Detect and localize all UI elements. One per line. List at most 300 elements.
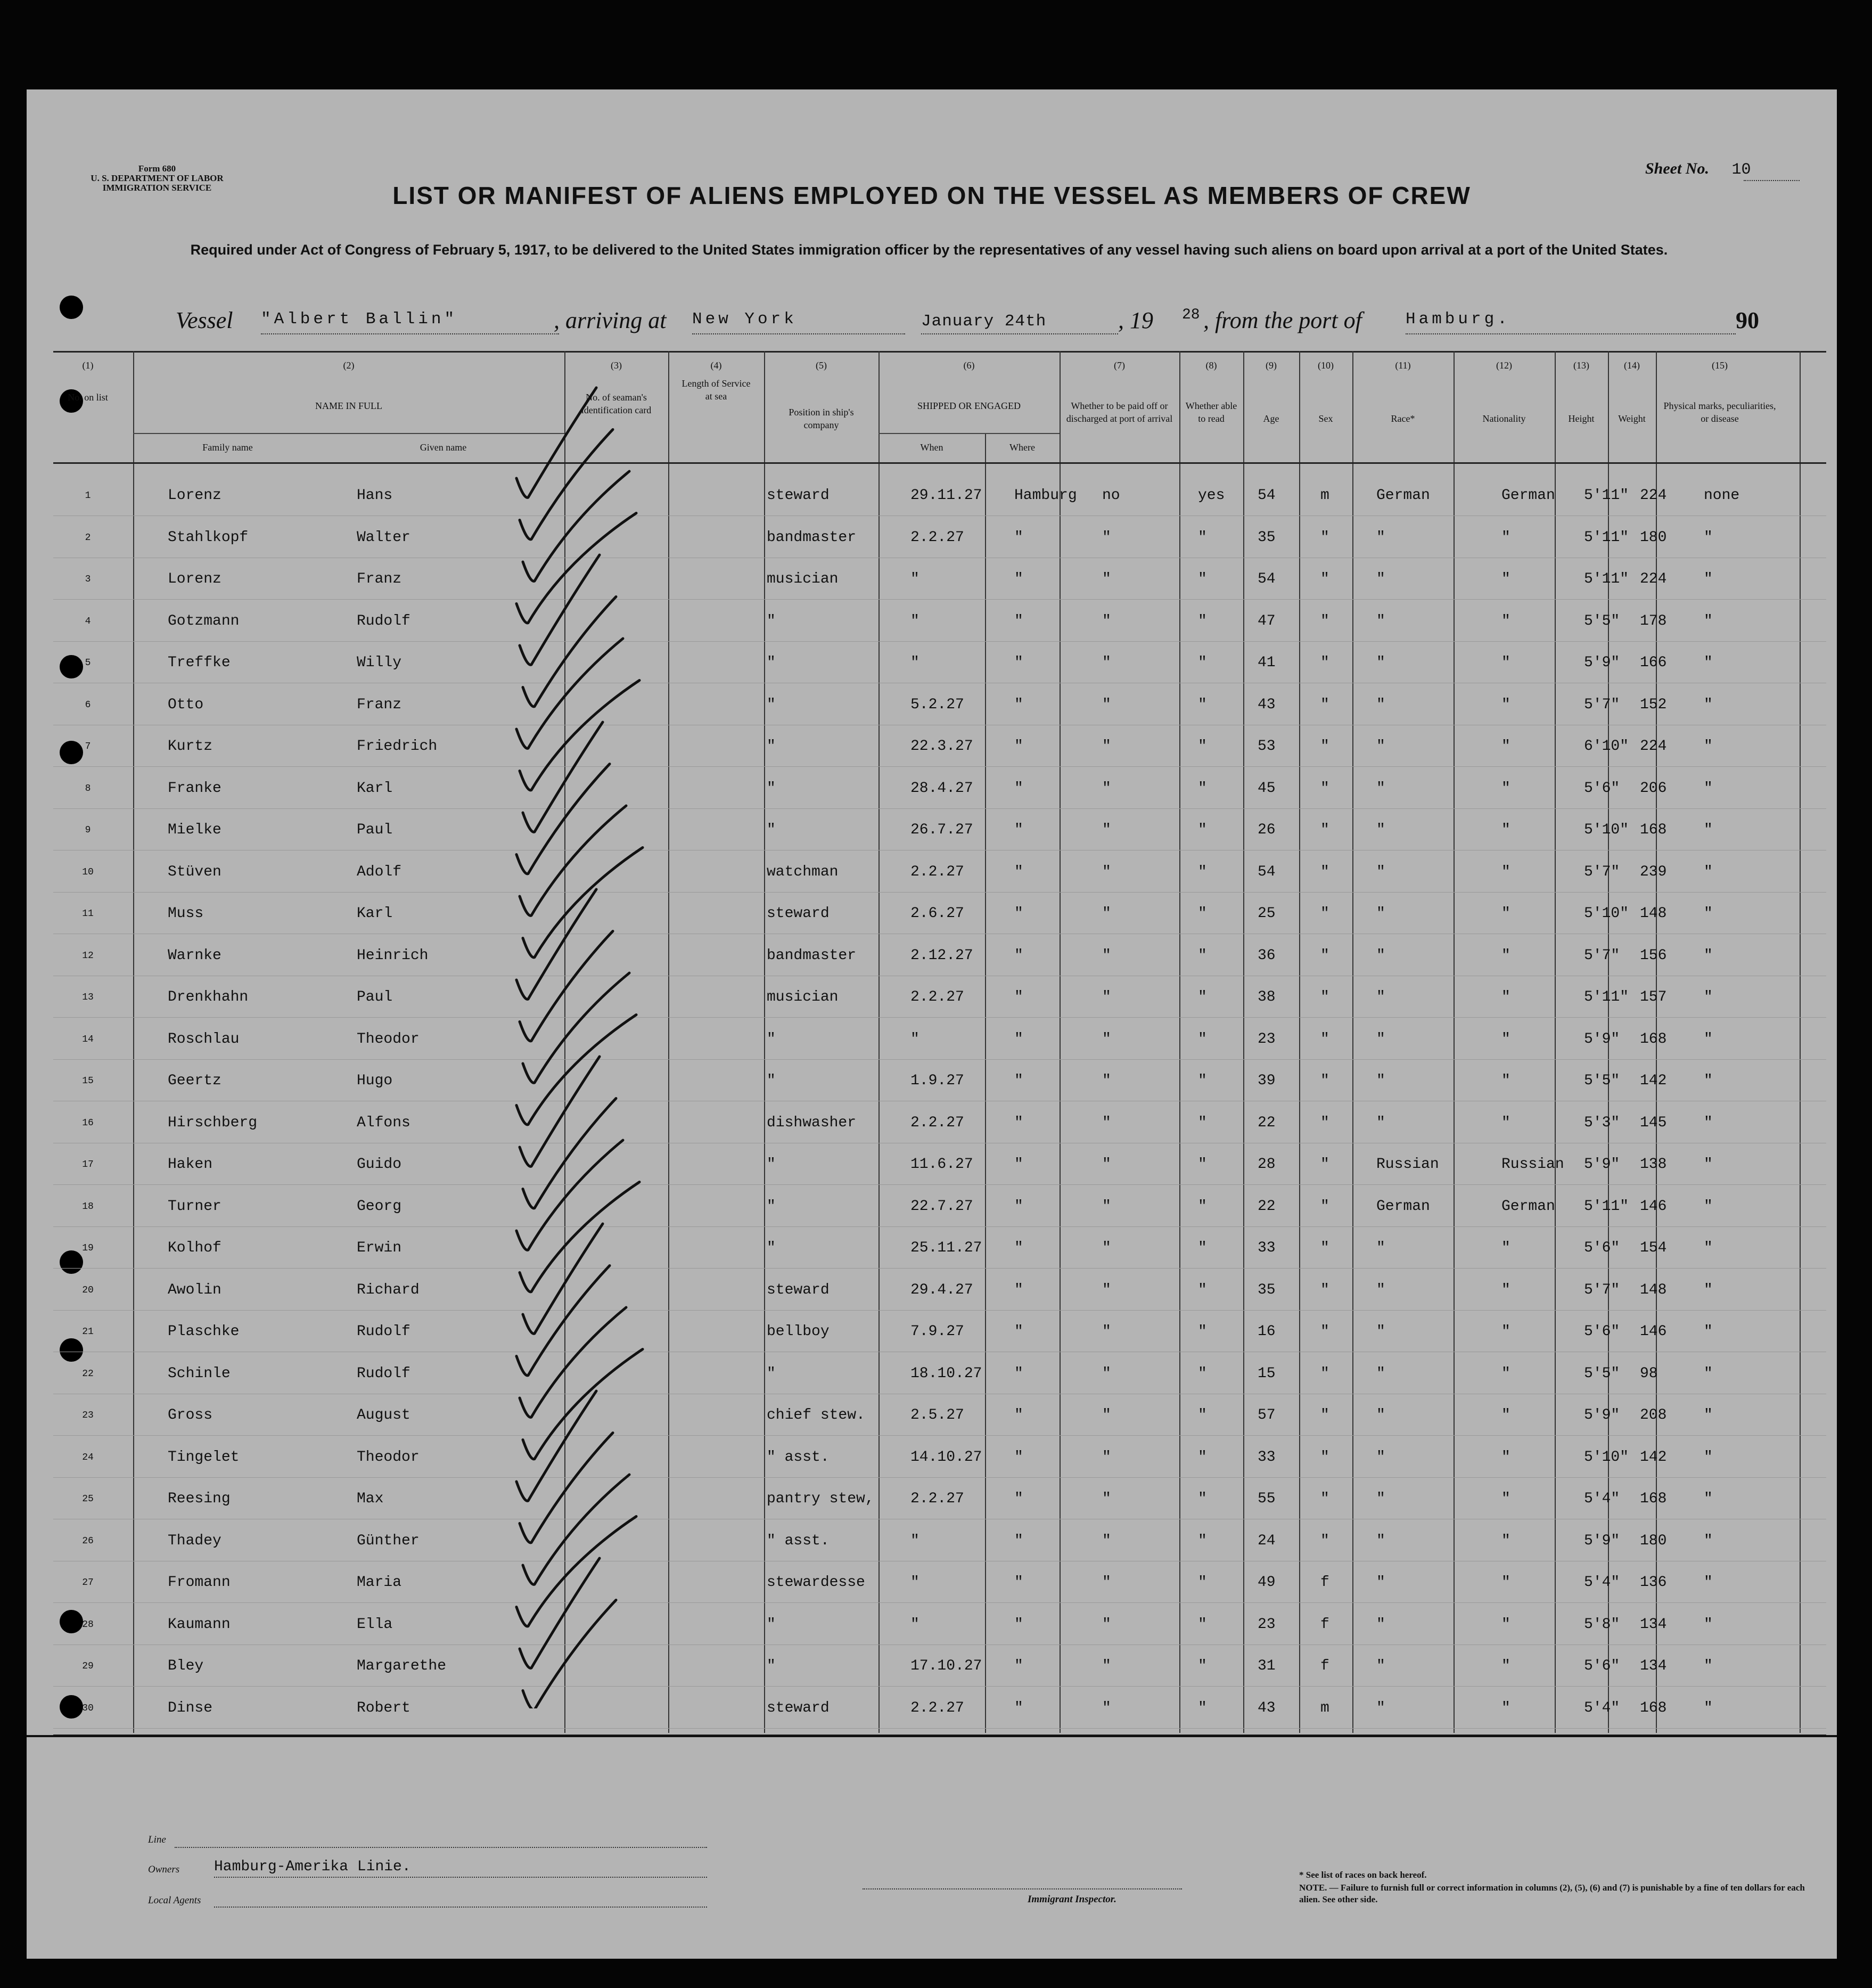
col-header-position: Position in ship's company: [789, 407, 854, 430]
weight: 180: [1640, 1532, 1667, 1549]
sex: ": [1320, 947, 1329, 964]
sheet-number-label: Sheet No.: [1645, 160, 1709, 177]
family-name: Plaschke: [168, 1323, 240, 1340]
height: 5'9": [1584, 1030, 1620, 1048]
col-num: (3): [611, 360, 622, 371]
age: 35: [1258, 1281, 1276, 1298]
height: 5'3": [1584, 1114, 1620, 1131]
age: 22: [1258, 1114, 1276, 1131]
weight: 138: [1640, 1156, 1667, 1173]
age: 25: [1258, 905, 1276, 922]
position: steward: [767, 905, 830, 922]
col-num: (15): [1712, 360, 1728, 371]
check-mark: [520, 1433, 613, 1543]
able-to-read: ": [1198, 1281, 1207, 1298]
row-number: 30: [82, 1703, 94, 1714]
form-subtitle: Required under Act of Congress of February 5, 1917, to be delivered to the United States immigration officer by the representatives of any vessel having such aliens on board upon arrival at a port of the United States.: [190, 242, 1668, 258]
row-rule: [53, 1602, 1826, 1603]
check-mark: [520, 1558, 600, 1668]
shipped-where: ": [1014, 1156, 1023, 1173]
age: 39: [1258, 1073, 1276, 1089]
row-rule: [53, 1310, 1826, 1311]
position: ": [767, 696, 776, 713]
position: ": [767, 822, 776, 838]
race: ": [1376, 1323, 1385, 1340]
shipped-when: 18.10.27: [910, 1365, 982, 1382]
physical-marks: ": [1704, 989, 1713, 1005]
sheet-number: 10: [1731, 161, 1751, 179]
height: 5'11": [1584, 571, 1629, 587]
paid-off: ": [1102, 1365, 1111, 1382]
physical-marks: ": [1704, 1240, 1713, 1256]
row-number: 10: [82, 866, 94, 878]
height: 6'10": [1584, 738, 1629, 755]
physical-marks: ": [1704, 1616, 1713, 1633]
height: 5'9": [1584, 1407, 1620, 1423]
height: 5'8": [1584, 1616, 1620, 1633]
paid-off: ": [1102, 863, 1111, 880]
weight: 136: [1640, 1574, 1667, 1591]
paid-off: ": [1102, 822, 1111, 838]
weight: 148: [1640, 905, 1667, 922]
given-name: Richard: [357, 1281, 420, 1298]
nationality: ": [1501, 1616, 1510, 1633]
shipped-where: Hamburg: [1014, 487, 1077, 504]
family-name: Fromann: [168, 1574, 231, 1591]
shipped-where: ": [1014, 780, 1023, 797]
check-mark: [520, 931, 613, 1041]
physical-marks: ": [1704, 822, 1713, 838]
col-num: (13): [1573, 360, 1589, 371]
shipped-when: 5.2.27: [910, 696, 964, 713]
vessel-label: Vessel: [176, 307, 233, 333]
family-name: Schinle: [168, 1365, 231, 1382]
shipped-where: ": [1014, 1616, 1023, 1633]
sex: m: [1320, 1699, 1329, 1716]
family-name: Drenkhahn: [168, 989, 249, 1005]
family-name: Haken: [168, 1156, 213, 1173]
race: ": [1376, 822, 1385, 838]
family-name: Thadey: [168, 1532, 221, 1549]
position: chief stew.: [767, 1407, 865, 1423]
height: 5'11": [1584, 487, 1629, 504]
race: ": [1376, 1281, 1385, 1298]
family-name: Franke: [168, 780, 221, 797]
height: 5'11": [1584, 1198, 1629, 1215]
height: 5'7": [1584, 947, 1620, 964]
paid-off: ": [1102, 1323, 1111, 1340]
shipped-where: ": [1014, 1240, 1023, 1256]
row-rule: [53, 1728, 1826, 1729]
weight: 134: [1640, 1658, 1667, 1674]
nationality: ": [1501, 1323, 1510, 1340]
shipped-where: ": [1014, 1574, 1023, 1591]
physical-marks: ": [1704, 863, 1713, 880]
family-name: Treffke: [168, 655, 231, 671]
given-name: Maria: [357, 1574, 402, 1591]
shipped-where: ": [1014, 612, 1023, 629]
weight: 152: [1640, 696, 1667, 713]
given-name: Hans: [357, 487, 393, 504]
check-mark: [520, 1057, 600, 1166]
physical-marks: ": [1704, 1323, 1713, 1340]
position: ": [767, 780, 776, 797]
physical-marks: ": [1704, 1156, 1713, 1173]
able-to-read: ": [1198, 863, 1207, 880]
crew-table: [53, 351, 1826, 1736]
local-agents-label: Local Agents: [148, 1895, 201, 1906]
height: 5'10": [1584, 905, 1629, 922]
check-mark: [516, 1140, 623, 1250]
given-name: Alfons: [357, 1114, 410, 1131]
sex: ": [1320, 863, 1329, 880]
arrival-port: New York: [692, 310, 797, 329]
family-name: Otto: [168, 696, 204, 713]
family-name: Kaumann: [168, 1616, 231, 1633]
nationality: Russian: [1501, 1156, 1564, 1173]
paid-off: ": [1102, 696, 1111, 713]
row-number: 14: [82, 1034, 94, 1045]
paid-off: ": [1102, 1449, 1111, 1466]
col-header-shipped: SHIPPED OR ENGAGED: [917, 400, 1021, 411]
row-number: 9: [85, 825, 91, 836]
family-name: Gotzmann: [168, 612, 240, 629]
race: ": [1376, 905, 1385, 922]
given-name: Margarethe: [357, 1658, 447, 1674]
paid-off: ": [1102, 1699, 1111, 1716]
weight: 168: [1640, 1491, 1667, 1507]
height: 5'7": [1584, 1281, 1620, 1298]
given-name: Robert: [357, 1699, 410, 1716]
sex: ": [1320, 1365, 1329, 1382]
family-name: Kolhof: [168, 1240, 221, 1256]
race: ": [1376, 1616, 1385, 1633]
manifest-sheet: [27, 89, 1837, 1959]
shipped-where: ": [1014, 571, 1023, 587]
height: 5'9": [1584, 1532, 1620, 1549]
race: ": [1376, 738, 1385, 755]
given-name: Theodor: [357, 1030, 420, 1048]
col-header-physical-marks: Physical marks, peculiarities, or disease: [1663, 400, 1776, 424]
given-name: Franz: [357, 571, 402, 587]
age: 43: [1258, 696, 1276, 713]
able-to-read: ": [1198, 822, 1207, 838]
row-number: 24: [82, 1452, 94, 1463]
weight: 168: [1640, 822, 1667, 838]
position: bellboy: [767, 1323, 830, 1340]
family-name: Hirschberg: [168, 1114, 258, 1131]
shipped-where: ": [1014, 1449, 1023, 1466]
physical-marks: ": [1704, 612, 1713, 629]
height: 5'10": [1584, 1449, 1629, 1466]
family-name: Bley: [168, 1658, 204, 1674]
sex: ": [1320, 1156, 1329, 1173]
shipped-where: ": [1014, 1365, 1023, 1382]
shipped-when: ": [910, 1574, 919, 1591]
paid-off: ": [1102, 1281, 1111, 1298]
height: 5'6": [1584, 1240, 1620, 1256]
year-suffix: 28: [1182, 307, 1200, 323]
col-header-able-to-read: Whether able to read: [1185, 400, 1237, 424]
physical-marks: ": [1704, 655, 1713, 671]
weight: 239: [1640, 863, 1667, 880]
position: bandmaster: [767, 947, 857, 964]
race: ": [1376, 655, 1385, 671]
shipped-where: ": [1014, 1491, 1023, 1507]
family-name: Geertz: [168, 1073, 221, 1089]
race: ": [1376, 1699, 1385, 1716]
shipped-where: ": [1014, 1699, 1023, 1716]
race: ": [1376, 1658, 1385, 1674]
col-header-sex: Sex: [1318, 413, 1333, 424]
weight: 154: [1640, 1240, 1667, 1256]
able-to-read: yes: [1198, 487, 1225, 504]
col-num: (10): [1318, 360, 1334, 371]
col-header-id-card: No. of seaman's identification card: [581, 392, 652, 415]
height: 5'6": [1584, 780, 1620, 797]
col-num: (1): [82, 360, 94, 371]
shipped-when: 2.2.27: [910, 1491, 964, 1507]
family-name: Dinse: [168, 1699, 213, 1716]
age: 54: [1258, 487, 1276, 504]
shipped-when: ": [910, 1616, 919, 1633]
check-mark: [516, 388, 596, 497]
vessel-name: "Albert Ballin": [261, 310, 458, 329]
height: 5'4": [1584, 1574, 1620, 1591]
physical-marks: ": [1704, 1699, 1713, 1716]
row-number: 3: [85, 574, 91, 585]
race: German: [1376, 1198, 1430, 1215]
row-number: 17: [82, 1159, 94, 1170]
row-rule: [53, 1435, 1826, 1436]
able-to-read: ": [1198, 696, 1207, 713]
row-number: 20: [82, 1285, 94, 1296]
age: 47: [1258, 612, 1276, 629]
shipped-where: ": [1014, 1073, 1023, 1089]
row-number: 16: [82, 1117, 94, 1128]
nationality: ": [1501, 947, 1510, 964]
punch-hole: [60, 296, 83, 319]
position: ": [767, 1658, 776, 1674]
able-to-read: ": [1198, 529, 1207, 546]
col-header-paid-off: Whether to be paid off or discharged at port of arrival: [1066, 400, 1173, 424]
height: 5'6": [1584, 1323, 1620, 1340]
departure-port: Hamburg.: [1406, 310, 1510, 329]
position: ": [767, 1198, 776, 1215]
family-name: Gross: [168, 1407, 213, 1423]
physical-marks: ": [1704, 696, 1713, 713]
height: 5'9": [1584, 655, 1620, 671]
paid-off: ": [1102, 1156, 1111, 1173]
position: ": [767, 655, 776, 671]
nationality: ": [1501, 1073, 1510, 1089]
weight: 146: [1640, 1198, 1667, 1215]
race: ": [1376, 947, 1385, 964]
page-mark: 90: [1736, 307, 1759, 333]
physical-marks: ": [1704, 1030, 1713, 1048]
row-number: 13: [82, 992, 94, 1003]
line-label: Line: [148, 1834, 166, 1845]
row-number: 6: [85, 699, 91, 710]
weight: 145: [1640, 1114, 1667, 1131]
race: ": [1376, 1240, 1385, 1256]
sex: m: [1320, 487, 1329, 504]
shipped-where: ": [1014, 655, 1023, 671]
position: ": [767, 1365, 776, 1382]
height: 5'7": [1584, 863, 1620, 880]
age: 22: [1258, 1198, 1276, 1215]
physical-marks: ": [1704, 1532, 1713, 1549]
able-to-read: ": [1198, 780, 1207, 797]
nationality: ": [1501, 1658, 1510, 1674]
physical-marks: ": [1704, 529, 1713, 546]
row-number: 22: [82, 1368, 94, 1379]
family-name: Stahlkopf: [168, 529, 249, 546]
row-number: 28: [82, 1619, 94, 1630]
height: 5'9": [1584, 1156, 1620, 1173]
nationality: ": [1501, 696, 1510, 713]
weight: 178: [1640, 612, 1667, 629]
given-name: Friedrich: [357, 738, 438, 755]
able-to-read: ": [1198, 1365, 1207, 1382]
nationality: German: [1501, 487, 1555, 504]
given-name: Guido: [357, 1156, 402, 1173]
nationality: ": [1501, 655, 1510, 671]
age: 33: [1258, 1449, 1276, 1466]
col-num: (8): [1205, 360, 1217, 371]
shipped-when: 2.6.27: [910, 905, 964, 922]
row-number: 11: [82, 909, 94, 919]
col-header-race: Race*: [1391, 413, 1415, 424]
able-to-read: ": [1198, 989, 1207, 1005]
nationality: ": [1501, 1449, 1510, 1466]
shipped-when: 26.7.27: [910, 822, 973, 838]
sex: ": [1320, 1323, 1329, 1340]
row-rule: [53, 766, 1826, 767]
check-mark: [520, 555, 600, 665]
age: 49: [1258, 1574, 1276, 1591]
nationality: ": [1501, 1574, 1510, 1591]
nationality: ": [1501, 529, 1510, 546]
shipped-when: 25.11.27: [910, 1240, 982, 1256]
able-to-read: ": [1198, 738, 1207, 755]
given-name: Rudolf: [357, 1323, 410, 1340]
family-name: Warnke: [168, 947, 221, 964]
race: ": [1376, 1073, 1385, 1089]
row-rule: [53, 892, 1826, 893]
paid-off: ": [1102, 1574, 1111, 1591]
paid-off: ": [1102, 571, 1111, 587]
age: 54: [1258, 571, 1276, 587]
position: stewardesse: [767, 1574, 865, 1591]
nationality: ": [1501, 905, 1510, 922]
check-mark: [516, 1266, 610, 1376]
age: 33: [1258, 1240, 1276, 1256]
physical-marks: ": [1704, 1073, 1713, 1089]
given-name: Max: [357, 1491, 384, 1507]
sex: ": [1320, 822, 1329, 838]
physical-marks: ": [1704, 1449, 1713, 1466]
nationality: ": [1501, 1281, 1510, 1298]
shipped-when: 22.7.27: [910, 1198, 973, 1215]
position: musician: [767, 571, 839, 587]
row-rule: [53, 1059, 1826, 1060]
race: German: [1376, 487, 1430, 504]
paid-off: ": [1102, 1658, 1111, 1674]
sex: ": [1320, 1491, 1329, 1507]
row-number: 27: [82, 1577, 94, 1588]
sex: ": [1320, 612, 1329, 629]
races-note: * See list of races on back hereof.: [1299, 1870, 1427, 1880]
sex: ": [1320, 696, 1329, 713]
able-to-read: ": [1198, 1114, 1207, 1131]
nationality: ": [1501, 612, 1510, 629]
shipped-when: ": [910, 1030, 919, 1048]
inspector-label: Immigrant Inspector.: [1028, 1894, 1116, 1905]
able-to-read: ": [1198, 1449, 1207, 1466]
check-mark: [516, 513, 636, 623]
given-name: Rudolf: [357, 1365, 410, 1382]
paid-off: ": [1102, 905, 1111, 922]
agency-block: Form 680 U. S. DEPARTMENT OF LABOR IMMIGRATION SERVICE: [91, 163, 224, 193]
race: ": [1376, 1365, 1385, 1382]
shipped-when: 2.2.27: [910, 529, 964, 546]
given-name: Hugo: [357, 1073, 393, 1089]
weight: 148: [1640, 1281, 1667, 1298]
weight: 180: [1640, 529, 1667, 546]
physical-marks: ": [1704, 1574, 1713, 1591]
nationality: ": [1501, 1365, 1510, 1382]
row-rule: [53, 599, 1826, 600]
shipped-when: ": [910, 612, 919, 629]
col-num: (2): [343, 360, 355, 371]
shipped-when: 2.2.27: [910, 863, 964, 880]
weight: 224: [1640, 738, 1667, 755]
height: 5'11": [1584, 529, 1629, 546]
paid-off: ": [1102, 780, 1111, 797]
physical-marks: ": [1704, 905, 1713, 922]
shipped-where: ": [1014, 1114, 1023, 1131]
position: ": [767, 1616, 776, 1633]
shipped-where: ": [1014, 905, 1023, 922]
able-to-read: ": [1198, 612, 1207, 629]
age: 23: [1258, 1030, 1276, 1048]
sex: ": [1320, 989, 1329, 1005]
race: Russian: [1376, 1156, 1439, 1173]
height: 5'10": [1584, 822, 1629, 838]
height: 5'5": [1584, 1365, 1620, 1382]
race: ": [1376, 1449, 1385, 1466]
paid-off: ": [1102, 947, 1111, 964]
given-name: Erwin: [357, 1240, 402, 1256]
race: ": [1376, 863, 1385, 880]
shipped-where: ": [1014, 696, 1023, 713]
sex: ": [1320, 655, 1329, 671]
paid-off: ": [1102, 1407, 1111, 1423]
able-to-read: ": [1198, 1616, 1207, 1633]
family-name: Stüven: [168, 863, 221, 880]
paid-off: no: [1102, 487, 1120, 504]
sex: f: [1320, 1616, 1329, 1633]
age: 54: [1258, 863, 1276, 880]
paid-off: ": [1102, 1073, 1111, 1089]
shipped-where: ": [1014, 1198, 1023, 1215]
weight: 98: [1640, 1365, 1658, 1382]
row-number: 25: [82, 1494, 94, 1504]
shipped-where: ": [1014, 989, 1023, 1005]
weight: 166: [1640, 655, 1667, 671]
form-title: LIST OR MANIFEST OF ALIENS EMPLOYED ON THE VESSEL AS MEMBERS OF CREW: [392, 182, 1471, 209]
